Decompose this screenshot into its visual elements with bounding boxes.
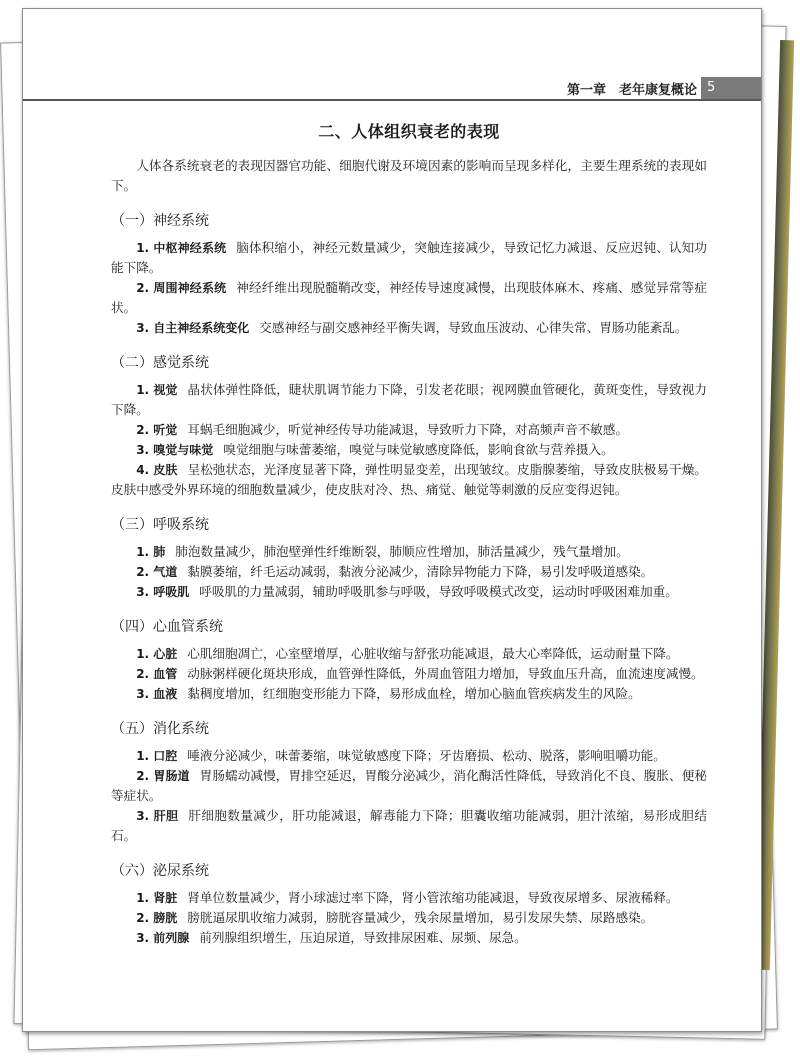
page-content <box>111 119 707 948</box>
list-item <box>111 664 707 684</box>
item-term: 3. 肝胆 <box>136 809 179 823</box>
item-text: 胃肠蠕动减慢，胃排空延迟，胃酸分泌减少，消化酶活性降低，导致消化不良、腹胀、便秘等症状。 <box>111 768 708 803</box>
item-term: 1. 肾脏 <box>136 891 178 905</box>
item-text: 黏稠度增加，红细胞变形能力下降，易形成血栓，增加心脑血管疾病发生的风险。 <box>187 686 641 701</box>
subsection-heading: （六）泌尿系统 <box>111 863 209 879</box>
item-term: 2. 周围神经系统 <box>136 281 227 295</box>
item-text: 呼吸肌的力量减弱，辅助呼吸肌参与呼吸，导致呼吸模式改变，运动时呼吸困难加重。 <box>199 584 678 599</box>
item-term: 1. 肺 <box>136 545 166 559</box>
sections-container <box>111 210 707 948</box>
subsection-heading: （四）心血管系统 <box>111 619 223 635</box>
item-text: 心肌细胞凋亡，心室壁增厚，心脏收缩与舒张功能减退，最大心率降低，运动耐量下降。 <box>187 646 679 661</box>
item-text: 动脉粥样硬化斑块形成，血管弹性降低，外周血管阻力增加，导致血压升高，血流速度减慢。 <box>187 666 704 681</box>
list-item <box>111 806 707 846</box>
item-text: 前列腺组织增生，压迫尿道，导致排尿困难、尿频、尿急。 <box>199 930 527 945</box>
section-title: 二、人体组织衰老的表现 <box>318 122 500 141</box>
item-term: 3. 血液 <box>136 687 178 701</box>
item-term: 2. 血管 <box>136 667 178 681</box>
subsection-heading: （三）呼吸系统 <box>111 517 209 533</box>
list-item <box>111 238 707 278</box>
list-item <box>111 928 707 948</box>
item-term: 2. 胃肠道 <box>136 769 190 783</box>
list-item <box>111 766 707 806</box>
subsection-heading: （二）感觉系统 <box>111 355 209 371</box>
item-term: 2. 听觉 <box>136 423 178 437</box>
item-term: 3. 前列腺 <box>136 931 190 945</box>
item-text: 黏膜萎缩，纤毛运动减弱，黏液分泌减少，清除异物能力下降，易引发呼吸道感染。 <box>187 564 654 579</box>
subsection-heading: （一）神经系统 <box>111 213 209 229</box>
item-term: 1. 口腔 <box>136 749 178 763</box>
list-item <box>111 888 707 908</box>
list-item <box>111 460 707 500</box>
list-item <box>111 684 707 704</box>
list-item <box>111 746 707 766</box>
list-item <box>111 420 707 440</box>
running-header <box>23 77 761 101</box>
item-text: 嗅觉细胞与味蕾萎缩，嗅觉与味觉敏感度降低，影响食欲与营养摄入。 <box>223 442 614 457</box>
item-term: 3. 自主神经系统变化 <box>136 321 250 335</box>
item-term: 1. 心脏 <box>136 647 178 661</box>
item-text: 交感神经与副交感神经平衡失调，导致血压波动、心律失常、胃肠功能紊乱。 <box>259 320 688 335</box>
item-text: 肾单位数量减少，肾小球滤过率下降，肾小管浓缩功能减退，导致夜尿增多、尿液稀释。 <box>187 890 679 905</box>
document-page <box>22 8 762 1032</box>
item-text: 肝细胞数量减少，肝功能减退，解毒能力下降；胆囊收缩功能减弱，胆汁浓缩，易形成胆结石。 <box>111 808 707 843</box>
list-item <box>111 582 707 602</box>
item-term: 1. 中枢神经系统 <box>136 241 227 255</box>
list-item <box>111 440 707 460</box>
item-term: 1. 视觉 <box>136 383 178 397</box>
item-text: 耳蜗毛细胞减少，听觉神经传导功能减退，导致听力下降，对高频声音不敏感。 <box>187 422 629 437</box>
list-item <box>111 542 707 562</box>
item-text: 肺泡数量减少，肺泡壁弹性纤维断裂，肺顺应性增加，肺活量减少，残气量增加。 <box>175 544 629 559</box>
list-item <box>111 380 707 420</box>
item-term: 3. 呼吸肌 <box>136 585 190 599</box>
item-text: 晶状体弹性降低，睫状肌调节能力下降，引发老花眼；视网膜血管硬化，黄斑变性，导致视力下降。 <box>111 382 707 417</box>
chapter-title: 第一章 老年康复概论 <box>566 83 697 98</box>
list-item <box>111 644 707 664</box>
list-item <box>111 562 707 582</box>
item-term: 2. 膀胱 <box>136 911 178 925</box>
item-term: 2. 气道 <box>136 565 178 579</box>
subsection-heading: （五）消化系统 <box>111 721 209 737</box>
page-number: 5 <box>701 77 761 99</box>
item-term: 4. 皮肤 <box>136 463 178 477</box>
intro-paragraph: 人体各系统衰老的表现因器官功能、细胞代谢及环境因素的影响而呈现多样化，主要生理系统的表现如下。 <box>111 158 707 193</box>
item-term: 3. 嗅觉与味觉 <box>136 443 214 457</box>
list-item <box>111 278 707 318</box>
item-text: 脑体积缩小，神经元数量减少，突触连接减少，导致记忆力减退、反应迟钝、认知功能下降。 <box>111 240 708 275</box>
item-text: 唾液分泌减少，味蕾萎缩，味觉敏感度下降；牙齿磨损、松动、脱落，影响咀嚼功能。 <box>187 748 666 763</box>
list-item <box>111 318 707 338</box>
item-text: 神经纤维出现脱髓鞘改变，神经传导速度减慢，出现肢体麻木、疼痛、感觉异常等症状。 <box>111 280 708 315</box>
item-text: 呈松弛状态，光泽度显著下降，弹性明显变差，出现皱纹。皮脂腺萎缩，导致皮肤极易干燥。皮肤中感受外界环境的细胞数量减少，使皮肤对冷、热、痛觉、触觉等刺激的反应变得迟钝。 <box>111 462 707 497</box>
list-item <box>111 908 707 928</box>
item-text: 膀胱逼尿肌收缩力减弱，膀胱容量减少，残余尿量增加，易引发尿失禁、尿路感染。 <box>187 910 654 925</box>
